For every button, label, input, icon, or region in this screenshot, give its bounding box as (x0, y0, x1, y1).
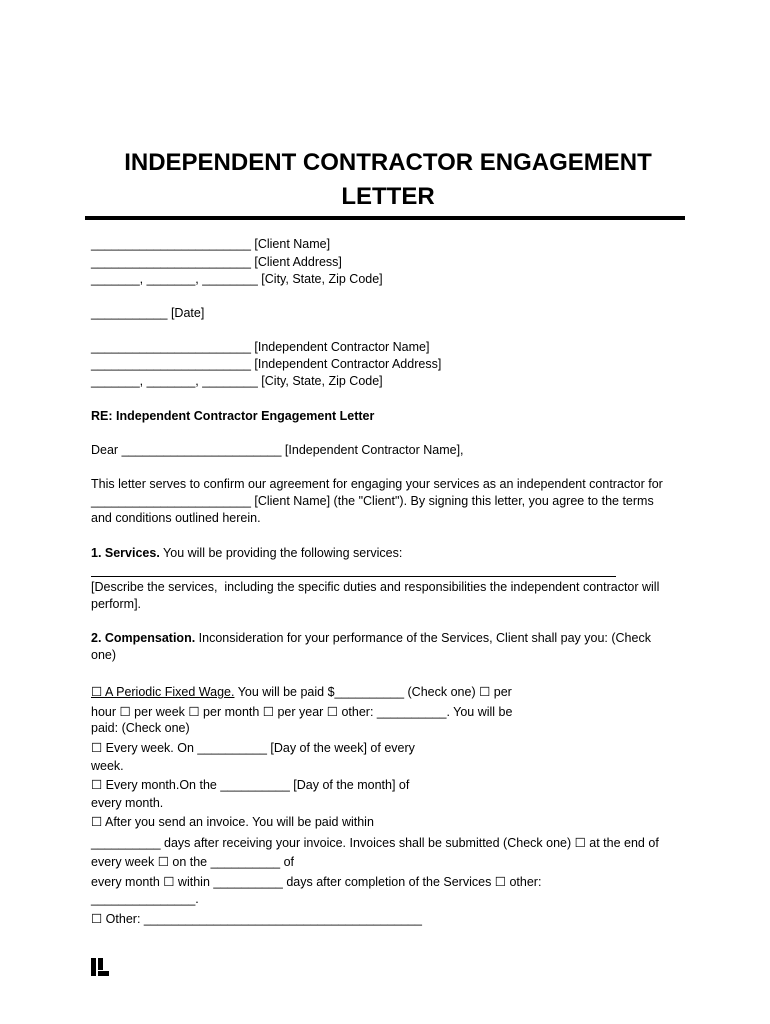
re-line: RE: Independent Contractor Engagement Letter (91, 409, 375, 423)
title-line-1: INDEPENDENT CONTRACTOR ENGAGEMENT (124, 149, 652, 176)
brand-logo-icon (91, 958, 109, 976)
intro-line-1: This letter serves to confirm our agreement for engaging your services as an independent contractor for (91, 477, 663, 491)
comp-line-4: ☐ Every week. On __________ [Day of the week] of every (91, 741, 415, 755)
client-address-line: _______________________ [Client Address] (91, 255, 342, 269)
intro-line-3: and conditions outlined herein. (91, 511, 261, 525)
comp-line-11: every month ☐ within __________ days after completion of the Services ☐ other: (91, 875, 542, 889)
title-rule (85, 216, 685, 220)
compensation-text-2: one) (91, 648, 117, 662)
wage-rest: You will be paid $__________ (Check one) ☐ per (234, 685, 512, 699)
comp-line-13: ☐ Other: ________________________________________ (91, 912, 422, 926)
contractor-name-line: _______________________ [Independent Contractor Name] (91, 340, 430, 354)
services-desc-line-2: perform]. (91, 597, 142, 611)
client-city-line: _______, _______, ________ [City, State, Zip Code] (91, 272, 383, 286)
comp-line-7: every month. (91, 796, 164, 810)
compensation-paragraph (91, 631, 651, 645)
title-line-2: LETTER (341, 183, 435, 210)
document-title (85, 146, 691, 214)
comp-line-9: __________ days after receiving your invoice. Invoices shall be submitted (Check one) ☐ at the end of (91, 836, 659, 850)
services-text: You will be providing the following services: (159, 546, 403, 560)
wage-label: ☐ A Periodic Fixed Wage. (91, 685, 235, 699)
contractor-city-line: _______, _______, ________ [City, State, Zip Code] (91, 374, 383, 388)
comp-line-5: week. (91, 759, 124, 773)
services-blank-line (91, 576, 616, 577)
comp-line-10: every week ☐ on the __________ of (91, 855, 295, 869)
wage-line (91, 684, 512, 699)
salutation: Dear _______________________ [Independent Contractor Name], (91, 443, 464, 457)
contractor-address-line: _______________________ [Independent Contractor Address] (91, 357, 442, 371)
services-paragraph (91, 546, 402, 560)
comp-line-6: ☐ Every month.On the __________ [Day of the month] of (91, 778, 410, 792)
comp-line-8: ☐ After you send an invoice. You will be paid within (91, 815, 374, 829)
intro-line-2: _______________________ [Client Name] (the "Client"). By signing this letter, you agree to the terms (91, 494, 654, 508)
compensation-text-1: Inconsideration for your performance of the Services, Client shall pay you: (Check (195, 631, 651, 645)
compensation-heading: 2. Compensation. (91, 631, 196, 645)
comp-line-12: _______________. (91, 892, 199, 906)
comp-line-2: hour ☐ per week ☐ per month ☐ per year ☐ other: __________. You will be (91, 705, 513, 719)
client-name-line: _______________________ [Client Name] (91, 237, 331, 251)
services-heading: 1. Services. (91, 546, 160, 560)
comp-line-3: paid: (Check one) (91, 721, 190, 735)
services-desc-line-1: [Describe the services, including the specific duties and responsibilities the independent contractor will (91, 580, 660, 594)
date-line: ___________ [Date] (91, 306, 205, 320)
